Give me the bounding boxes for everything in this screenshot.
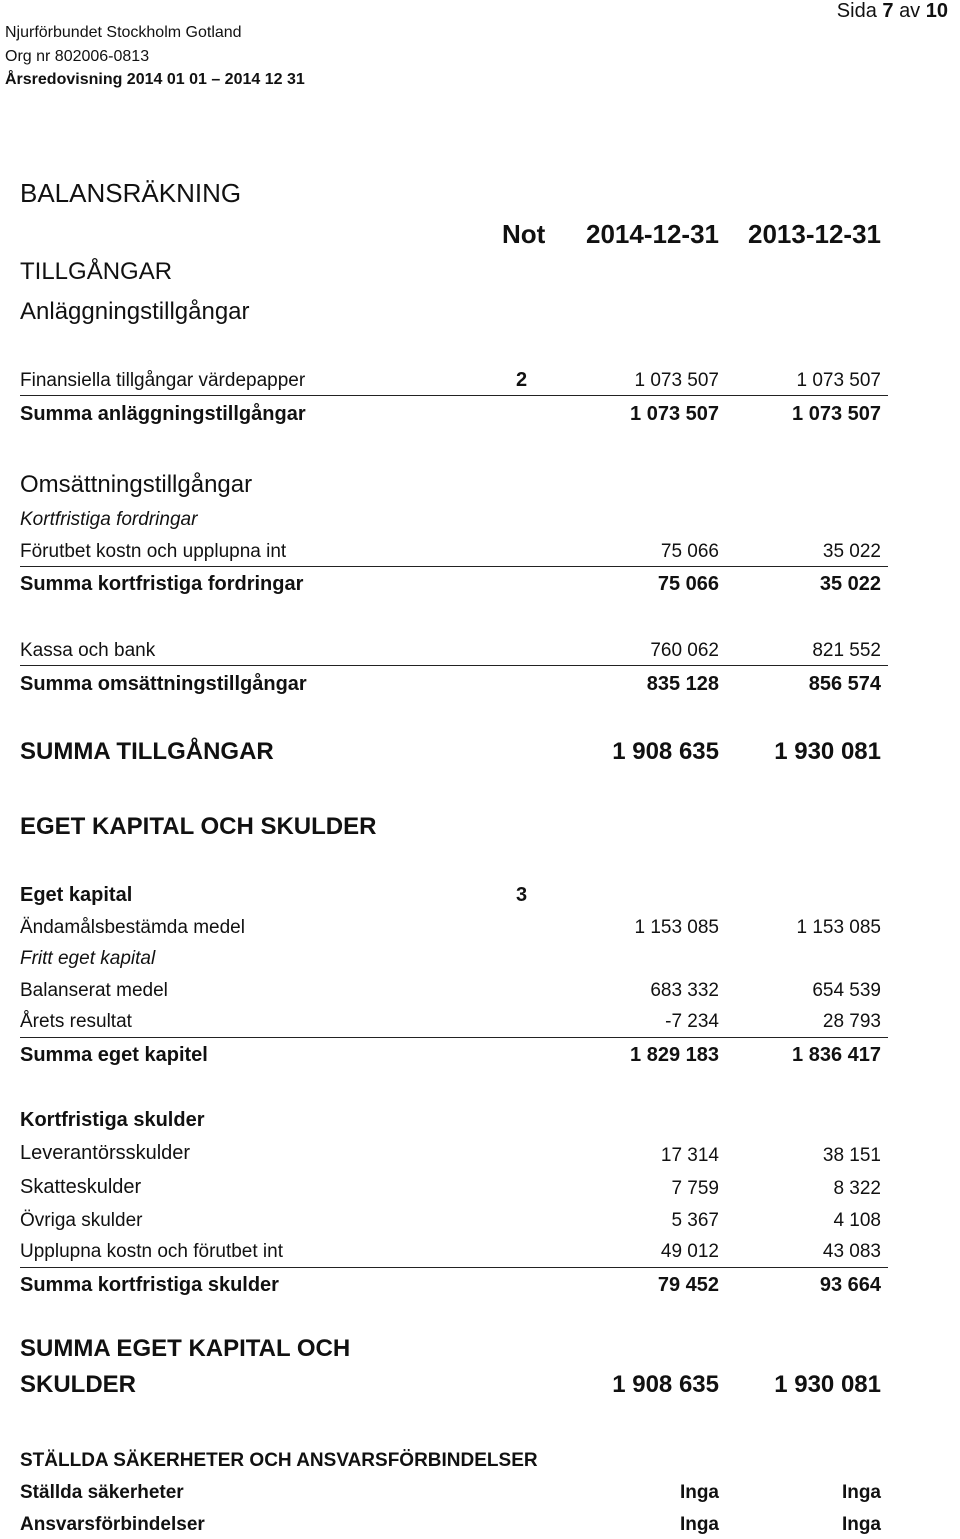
fixed-assets-sum-2014: 1 073 507 [630, 403, 719, 425]
column-2013-header: 2013-12-31 [748, 219, 881, 249]
restricted-funds-2014: 1 153 085 [634, 917, 719, 938]
short-liabilities-sum-label: Summa kortfristiga skulder [20, 1274, 279, 1296]
restricted-funds-2013: 1 153 085 [796, 917, 881, 938]
contingent-liabilities-label: Ansvarsförbindelser [20, 1514, 205, 1535]
current-assets-sum-label: Summa omsättningstillgångar [20, 673, 307, 695]
tax-liabilities-2013: 8 322 [833, 1178, 881, 1199]
receivables-sum-2014: 75 066 [657, 573, 719, 595]
total-assets-2014: 1 908 635 [612, 738, 719, 765]
other-liabilities-label: Övriga skulder [20, 1210, 143, 1231]
tax-liabilities-label: Skatteskulder [20, 1176, 142, 1198]
tax-liabilities-2014: 7 759 [671, 1178, 719, 1199]
divider [20, 665, 888, 666]
equity-sum-2013: 1 836 417 [792, 1044, 881, 1066]
fixed-assets-sum-2013: 1 073 507 [792, 403, 881, 425]
short-liabilities-sum-2013: 93 664 [819, 1274, 881, 1296]
page-prefix: Sida [836, 0, 877, 22]
total-equity-liabilities-label-line1: SUMMA EGET KAPITAL OCH [20, 1335, 351, 1362]
short-liabilities-heading: Kortfristiga skulder [20, 1109, 205, 1131]
retained-2014: 683 332 [650, 980, 719, 1001]
divider [20, 395, 888, 396]
year-result-2014: -7 234 [665, 1011, 719, 1032]
equity-sum-2014: 1 829 183 [630, 1044, 719, 1066]
divider [20, 566, 888, 567]
financial-assets-2013: 1 073 507 [796, 370, 881, 391]
restricted-funds-label: Ändamålsbestämda medel [20, 917, 245, 938]
column-2014-header: 2014-12-31 [586, 219, 719, 249]
total-assets-label: SUMMA TILLGÅNGAR [20, 738, 274, 765]
accrued-label: Upplupna kostn och förutbet int [20, 1241, 284, 1262]
total-assets-2013: 1 930 081 [774, 738, 881, 765]
pledged-securities-2014: Inga [679, 1482, 719, 1503]
financial-assets-2014: 1 073 507 [634, 370, 719, 391]
cash-label: Kassa och bank [20, 640, 156, 661]
page-current: 7 [882, 0, 894, 22]
receivables-heading: Kortfristiga fordringar [20, 509, 198, 530]
cash-2013: 821 552 [812, 640, 881, 661]
fixed-assets-sum-label: Summa anläggningstillgångar [20, 403, 306, 425]
total-equity-liabilities-label-line2: SKULDER [20, 1371, 137, 1398]
year-result-2013: 28 793 [822, 1011, 881, 1032]
current-assets-heading: Omsättningstillgångar [20, 471, 253, 498]
equity-sum-label: Summa eget kapitel [20, 1044, 208, 1066]
balance-sheet-title: BALANSRÄKNING [20, 178, 242, 208]
page-total: 10 [925, 0, 948, 22]
financial-assets-label: Finansiella tillgångar värdepapper [20, 370, 306, 391]
organization-number: Org nr 802006-0813 [5, 48, 150, 65]
pledged-heading: STÄLLDA SÄKERHETER OCH ANSVARSFÖRBINDELSER [20, 1450, 538, 1471]
suppliers-2014: 17 314 [660, 1145, 719, 1166]
equity-heading: Eget kapital [20, 884, 133, 906]
pledged-securities-label: Ställda säkerheter [20, 1482, 184, 1503]
other-liabilities-2014: 5 367 [671, 1210, 719, 1231]
page-number [837, 0, 948, 23]
cash-2014: 760 062 [650, 640, 719, 661]
other-liabilities-2013: 4 108 [833, 1210, 881, 1231]
current-assets-sum-2013: 856 574 [808, 673, 881, 695]
contingent-liabilities-2014: Inga [679, 1514, 719, 1535]
year-result-label: Årets resultat [20, 1011, 132, 1032]
prepaid-label: Förutbet kostn och upplupna int [20, 541, 287, 562]
retained-2013: 654 539 [812, 980, 881, 1001]
equity-liabilities-heading: EGET KAPITAL OCH SKULDER [20, 813, 377, 840]
assets-heading: TILLGÅNGAR [20, 258, 173, 285]
free-equity-heading: Fritt eget kapital [20, 948, 156, 969]
report-title: Årsredovisning 2014 01 01 – 2014 12 31 [5, 71, 305, 88]
page-separator: av [899, 0, 921, 22]
contingent-liabilities-2013: Inga [841, 1514, 881, 1535]
receivables-sum-label: Summa kortfristiga fordringar [20, 573, 304, 595]
prepaid-2013: 35 022 [822, 541, 881, 562]
fixed-assets-heading: Anläggningstillgångar [20, 298, 250, 325]
financial-assets-note: 2 [516, 369, 528, 391]
suppliers-label: Leverantörsskulder [20, 1142, 191, 1164]
current-assets-sum-2014: 835 128 [646, 673, 719, 695]
accrued-2014: 49 012 [660, 1241, 719, 1262]
receivables-sum-2013: 35 022 [819, 573, 881, 595]
prepaid-2014: 75 066 [660, 541, 719, 562]
equity-note: 3 [516, 884, 528, 906]
pledged-securities-2013: Inga [841, 1482, 881, 1503]
divider [20, 1267, 888, 1268]
organization-name: Njurförbundet Stockholm Gotland [5, 24, 242, 41]
short-liabilities-sum-2014: 79 452 [657, 1274, 719, 1296]
total-equity-liabilities-2013: 1 930 081 [774, 1371, 881, 1398]
column-note-header: Not [502, 219, 546, 249]
total-equity-liabilities-2014: 1 908 635 [612, 1371, 719, 1398]
accrued-2013: 43 083 [822, 1241, 881, 1262]
suppliers-2013: 38 151 [822, 1145, 881, 1166]
retained-label: Balanserat medel [20, 980, 168, 1001]
divider [20, 1037, 888, 1038]
